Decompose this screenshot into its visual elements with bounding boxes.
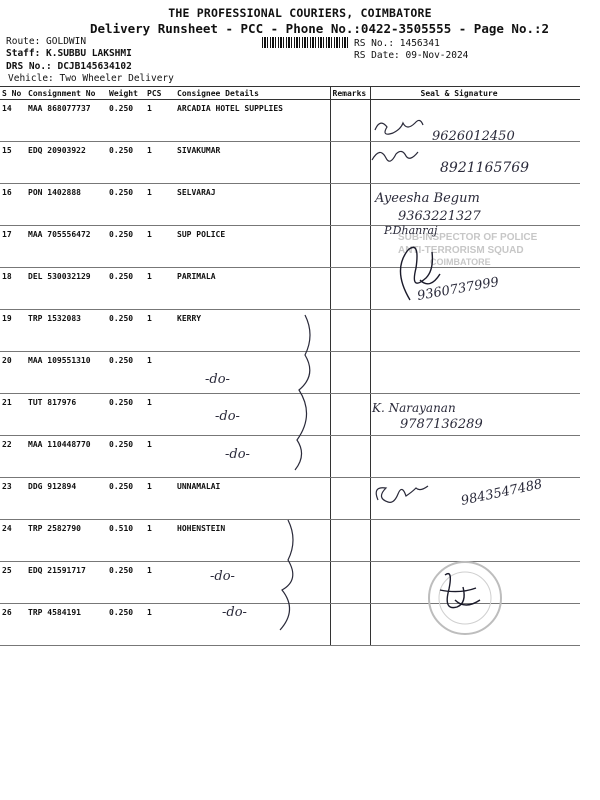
table-row [0, 142, 580, 184]
cell-weight: 0.510 [107, 520, 145, 562]
cell-pcs: 1 [145, 604, 175, 646]
vehicle-label: Vehicle: Two Wheeler Delivery [8, 73, 174, 84]
cell-seal-signature [370, 268, 580, 310]
table-row [0, 352, 580, 394]
cell-consignee: UNNAMALAI [175, 478, 330, 520]
runsheet-table [0, 86, 580, 646]
rs-number: RS No.: 1456341 [354, 38, 440, 49]
cell-sno: 23 [0, 478, 26, 520]
cell-pcs: 1 [145, 478, 175, 520]
cell-sno: 26 [0, 604, 26, 646]
cell-sno: 21 [0, 394, 26, 436]
cell-consignee [175, 394, 330, 436]
col-weight: Weight [107, 87, 145, 100]
cell-consignment: MAA 705556472 [26, 226, 107, 268]
staff-label: Staff: K.SUBBU LAKSHMI [6, 48, 132, 59]
route-label: Route: GOLDWIN [6, 36, 87, 47]
cell-consignment: EDQ 20903922 [26, 142, 107, 184]
cell-pcs: 1 [145, 310, 175, 352]
cell-weight: 0.250 [107, 184, 145, 226]
cell-remarks [330, 352, 370, 394]
cell-seal-signature [370, 394, 580, 436]
cell-sno: 19 [0, 310, 26, 352]
cell-consignment: MAA 110448770 [26, 436, 107, 478]
cell-pcs: 1 [145, 520, 175, 562]
cell-seal-signature [370, 436, 580, 478]
ditto-row21: -do- [215, 409, 240, 424]
cell-weight: 0.250 [107, 394, 145, 436]
cell-sno: 15 [0, 142, 26, 184]
cell-seal-signature [370, 562, 580, 604]
cell-remarks [330, 562, 370, 604]
col-sno: S No [0, 87, 26, 100]
cell-sno: 18 [0, 268, 26, 310]
cell-consignment: TRP 1532083 [26, 310, 107, 352]
cell-pcs: 1 [145, 142, 175, 184]
rs-date: RS Date: 09-Nov-2024 [354, 50, 469, 61]
cell-seal-signature [370, 142, 580, 184]
cell-seal-signature [370, 184, 580, 226]
handwritten-phone-14: 9626012450 [432, 129, 515, 144]
cell-pcs: 1 [145, 184, 175, 226]
cell-consignee [175, 352, 330, 394]
cell-remarks [330, 520, 370, 562]
cell-consignment: EDQ 21591717 [26, 562, 107, 604]
ditto-row26: -do- [222, 605, 247, 620]
table-row [0, 310, 580, 352]
table-row [0, 394, 580, 436]
handwritten-phone-18: 9360737999 [416, 274, 501, 304]
cell-consignee [175, 562, 330, 604]
cell-pcs: 1 [145, 394, 175, 436]
cell-seal-signature [370, 604, 580, 646]
table-row [0, 520, 580, 562]
cell-seal-signature [370, 100, 580, 142]
cell-remarks [330, 100, 370, 142]
handwritten-phone-15: 8921165769 [440, 160, 530, 176]
stamp-line1: SUB-INSPECTOR OF POLICE [398, 232, 538, 243]
table-row [0, 268, 580, 310]
handwritten-name-21: K. Narayanan [372, 401, 456, 415]
cell-weight: 0.250 [107, 562, 145, 604]
ditto-row20: -do- [205, 372, 230, 387]
table-row [0, 604, 580, 646]
cell-weight: 0.250 [107, 604, 145, 646]
company-title: THE PROFESSIONAL COURIERS, COIMBATORE [168, 6, 432, 20]
ditto-row25: -do- [210, 569, 235, 584]
drs-number: DRS No.: DCJB145634102 [6, 61, 132, 72]
cell-seal-signature [370, 226, 580, 268]
cell-sno: 24 [0, 520, 26, 562]
cell-consignment: MAA 868077737 [26, 100, 107, 142]
table-row [0, 184, 580, 226]
stamp-line2: ANTI-TERRORISM SQUAD [398, 245, 524, 256]
cell-pcs: 1 [145, 562, 175, 604]
cell-sno: 22 [0, 436, 26, 478]
col-seal-signature: Seal & Signature [370, 87, 580, 100]
cell-consignee: ARCADIA HOTEL SUPPLIES [175, 100, 330, 142]
cell-sno: 25 [0, 562, 26, 604]
cell-seal-signature [370, 478, 580, 520]
cell-consignee: KERRY [175, 310, 330, 352]
cell-consignment: TUT 817976 [26, 394, 107, 436]
col-remarks: Remarks [330, 87, 370, 100]
cell-consignment: MAA 109551310 [26, 352, 107, 394]
cell-pcs: 1 [145, 100, 175, 142]
cell-sno: 17 [0, 226, 26, 268]
col-consignee: Consignee Details [175, 87, 330, 100]
cell-pcs: 1 [145, 436, 175, 478]
cell-weight: 0.250 [107, 310, 145, 352]
table-row [0, 100, 580, 142]
handwritten-phone-21: 9787136289 [400, 417, 483, 432]
table-header-row [0, 87, 580, 100]
cell-seal-signature [370, 352, 580, 394]
handwritten-phone-23: 9843547488 [459, 477, 544, 509]
cell-consignee: PARIMALA [175, 268, 330, 310]
cell-weight: 0.250 [107, 436, 145, 478]
handwritten-name-16: Ayeesha Begum [375, 191, 480, 206]
cell-weight: 0.250 [107, 478, 145, 520]
cell-remarks [330, 226, 370, 268]
cell-seal-signature [370, 520, 580, 562]
cell-consignment: TRP 4584191 [26, 604, 107, 646]
cell-seal-signature [370, 310, 580, 352]
cell-weight: 0.250 [107, 100, 145, 142]
cell-remarks [330, 142, 370, 184]
cell-remarks [330, 604, 370, 646]
cell-consignee: HOHENSTEIN [175, 520, 330, 562]
cell-sno: 16 [0, 184, 26, 226]
cell-consignment: DEL 530032129 [26, 268, 107, 310]
cell-consignee [175, 604, 330, 646]
cell-consignee: SUP POLICE [175, 226, 330, 268]
cell-pcs: 1 [145, 226, 175, 268]
cell-weight: 0.250 [107, 226, 145, 268]
cell-weight: 0.250 [107, 352, 145, 394]
cell-remarks [330, 436, 370, 478]
cell-weight: 0.250 [107, 142, 145, 184]
col-consignment: Consignment No [26, 87, 107, 100]
ditto-row22: -do- [225, 447, 250, 462]
handwritten-phone-16: 9363221327 [398, 209, 481, 224]
table-row [0, 562, 580, 604]
cell-consignment: DDG 912894 [26, 478, 107, 520]
table-row [0, 226, 580, 268]
cell-sno: 20 [0, 352, 26, 394]
cell-consignment: TRP 2582790 [26, 520, 107, 562]
runsheet-subtitle: Delivery Runsheet - PCC - Phone No.:0422-3505555 - Page No.:2 [90, 21, 550, 36]
cell-remarks [330, 310, 370, 352]
table-row [0, 478, 580, 520]
cell-remarks [330, 184, 370, 226]
cell-pcs: 1 [145, 268, 175, 310]
stamp-line3: COIMBATORE [430, 257, 491, 267]
col-pcs: PCS [145, 87, 175, 100]
cell-remarks [330, 268, 370, 310]
table-row [0, 436, 580, 478]
cell-remarks [330, 394, 370, 436]
cell-sno: 14 [0, 100, 26, 142]
cell-weight: 0.250 [107, 268, 145, 310]
handwritten-name-17: P.Dhanraj [384, 224, 438, 237]
cell-consignee: SELVARAJ [175, 184, 330, 226]
cell-consignee: SIVAKUMAR [175, 142, 330, 184]
cell-consignment: PON 1402888 [26, 184, 107, 226]
barcode [262, 37, 350, 48]
cell-pcs: 1 [145, 352, 175, 394]
cell-consignee [175, 436, 330, 478]
cell-remarks [330, 478, 370, 520]
